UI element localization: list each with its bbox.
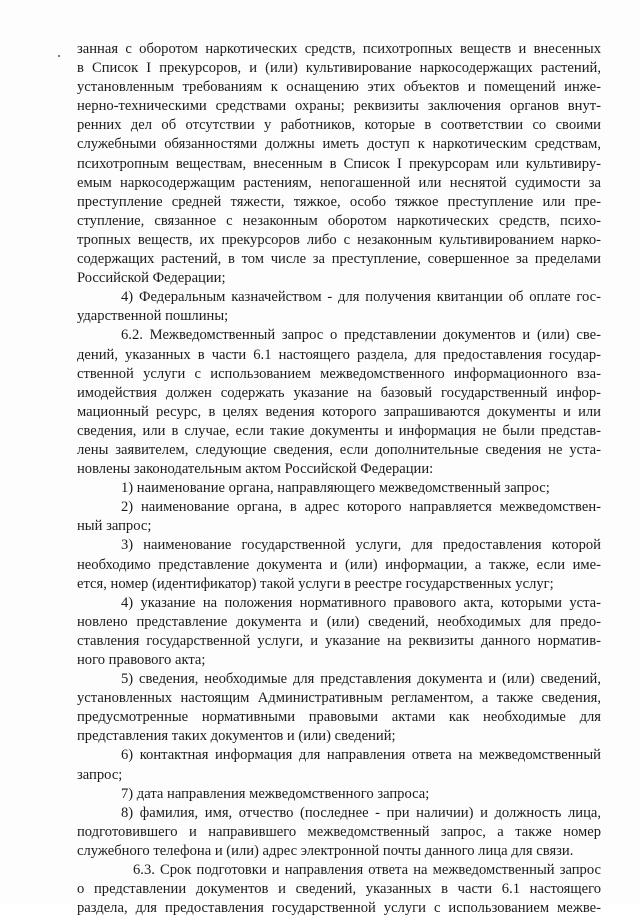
text-line: ного правового акта; — [77, 652, 206, 668]
text-line: 6) контактная информация для направления ответа на межведомственный — [121, 747, 601, 764]
text-line: предусмотренные нормативными правовыми актами как необходимые для — [77, 709, 601, 726]
text-line: занная с оборотом наркотических средств, психотропных веществ и внесенных — [77, 41, 601, 57]
text-line: емым наркосодержащим растениям, непогашенной или неснятой судимости за — [77, 174, 601, 191]
text-line: содержащих растений, в том числе за преступление, совершенное за пределами — [77, 251, 601, 268]
text-line: 7) дата направления межведомственного запроса; — [121, 785, 430, 802]
text-line: ственной услуги с использованием межведомственного информационного вза- — [77, 365, 601, 382]
text-line: ступление, связанное с незаконным оборотом наркотических средств, психо- — [77, 212, 601, 229]
text-line: нерно-техническими средствами охраны; реквизиты заключения органов внут- — [77, 98, 601, 115]
text-line: подготовившего и направившего межведомственный запрос, а также номер — [77, 823, 601, 840]
text-line: преступление средней тяжести, тяжкое, особо тяжкое преступление или пре- — [77, 193, 601, 210]
text-line: 8) фамилия, имя, отчество (последнее - при наличии) и должность лица, — [121, 804, 601, 821]
text-line: 1) наименование органа, направляющего межведомственный запрос; — [121, 480, 550, 497]
scan-artifact-dot — [58, 55, 60, 57]
text-line: установленным требованиям к оснащению этих объектов и помещений инже- — [77, 79, 601, 96]
text-line: служебными обязанностями должны иметь доступ к наркотическим средствам, — [77, 136, 601, 153]
text-line: дений, указанных в части 6.1 настоящего раздела, для предоставления государ- — [77, 346, 601, 363]
text-line: ставления государственной услуги, и указание на реквизиты данного норматив- — [77, 632, 601, 649]
text-line: 6.2. Межведомственный запрос о представлении документов и (или) све- — [121, 327, 601, 344]
text-line: ударственной пошлины; — [77, 308, 229, 325]
text-line: необходимо представление документа и (или) информации, а также, если име- — [77, 556, 601, 573]
text-line: сведения, или в случае, если такие документы и информация не были представ- — [77, 422, 601, 439]
text-line: ный запрос; — [77, 518, 152, 535]
text-line: раздела, для предоставления государственной услуги с использованием межве- — [77, 900, 601, 917]
text-line: служебного телефона и (или) адрес электронной почты данного лица для связи. — [77, 842, 574, 859]
text-line: новлено представление документа и (или) сведений, необходимых для предо- — [77, 613, 601, 630]
text-line: мационный ресурс, в целях ведения которого запрашиваются документы и или — [77, 403, 601, 420]
text-line: имодействия должен содержать указание на базовый государственный инфор- — [77, 384, 601, 401]
text-line: 2) наименование органа, в адрес которого направляется межведомствен- — [121, 499, 601, 516]
text-line: 3) наименование государственной услуги, для предоставления которой — [121, 537, 601, 554]
text-line: 4) Федеральным казначейством - для получения квитанции об оплате гос- — [121, 289, 601, 306]
text-line: установленных настоящим Административным регламентом, а также сведения, — [77, 690, 601, 707]
document-body-text — [77, 40, 601, 918]
text-line: представления таких документов и (или) сведений; — [77, 728, 396, 745]
text-line: 4) указание на положения нормативного правового акта, которыми уста- — [121, 594, 601, 611]
text-line: о представлении документов и сведений, указанных в части 6.1 настоящего — [77, 881, 601, 898]
text-line: 5) сведения, необходимые для представления документа и (или) сведений, — [121, 671, 601, 688]
text-line: ренних дел об отсутствии у работников, которые в соответствии со своими — [77, 117, 601, 134]
text-line: тропных веществ, их прекурсоров либо с незаконным культивированием нарко- — [77, 231, 601, 248]
text-line: лены заявителем, следующие сведения, если дополнительные сведения не уста- — [77, 441, 601, 458]
text-line: психотропным веществам, внесенным в Список I прекурсорам или культивиру- — [77, 155, 601, 172]
text-line: новлены законодательным актом Российской Федерации: — [77, 461, 434, 478]
text-line: Российской Федерации; — [77, 270, 226, 287]
text-line: в Список I прекурсоров, и (или) культивирование наркосодержащих растений, — [77, 60, 601, 77]
text-line: запрос; — [77, 766, 123, 783]
text-line: 6.3. Срок подготовки и направления ответа на межведомственный запрос — [133, 862, 601, 879]
text-line: ется, номер (идентификатор) такой услуги в реестре государственных услуг; — [77, 575, 554, 592]
